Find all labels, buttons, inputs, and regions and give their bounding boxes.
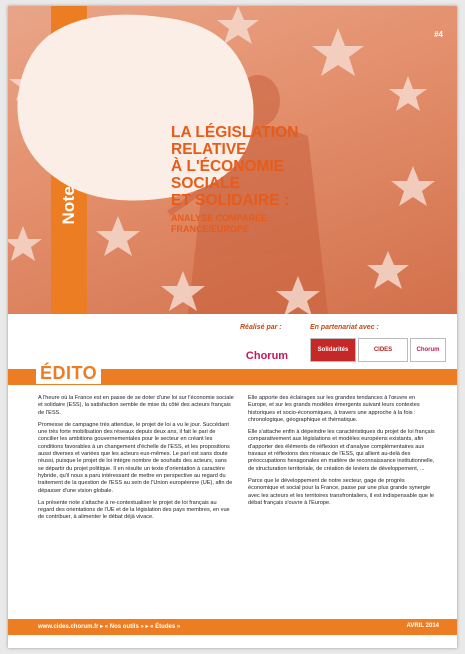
chorum-logo: Chorum xyxy=(245,350,289,362)
edito-paragraph: Elle apporte des éclairages sur les grandes tendances à l'œuvre en Europe, et sur les grands modèles émergents suivant leurs contextes historiques et socio-économiques, à travers une approche à la fois : chronologique, géographique et thématique. xyxy=(248,395,420,423)
footer-bar xyxy=(8,619,457,635)
partner-logo-2: Solidarités xyxy=(310,338,356,362)
cover-image xyxy=(8,6,457,314)
issue-number: #4 xyxy=(434,30,443,39)
footer-link[interactable]: www.cides.chorum.fr ▸ « Nos outils » ▸ « Études » xyxy=(38,624,181,630)
edito-paragraph: A l'heure où la France est en passe de se doter d'une loi sur l'économie sociale et solidaire (ESS), la satisfaction semble de mise du côté des acteurs français de l'ESS. xyxy=(38,395,234,416)
cides-logo: CIDES xyxy=(358,338,408,362)
partner-logo-4: Chorum xyxy=(410,338,446,362)
edito-paragraph: Promesse de campagne très attendue, le projet de loi a vu le jour. Succédant une très forte mobilisation des réseaux depuis deux ans, il fait le pari de concilier les ambitions gouvernementales pour le secteur en créant les conditions favorables à un changement d'échelle de l'ESS, et les propositions aussi diverses et variées que les acteurs eux-mêmes. Le pari est sans doute réussi, puisque le projet de loi intègre nombre de souhaits des acteurs, sans se départir du projet politique. Il en résulte un texte d'orientation à caractère hybride, qu'il nous a paru intéressant de mettre en perspective au regard du traitement de la question de l'ESS au sein de l'Union européenne (UE), afin de dépasser d'une vision globale. xyxy=(38,421,233,494)
edito-heading: ÉDITO xyxy=(36,363,101,384)
partenariat-label: En partenariat avec : xyxy=(310,324,379,331)
edito-column-right xyxy=(248,395,436,512)
cover-subtitle: ANALYSE COMPARÉE FRANCE/EUROPE xyxy=(171,213,268,234)
edito-paragraph: Parce que le développement de notre secteur, gage de progrès économique et social pour la France, passe par une plus grande synergie avec les acteurs et les territoires transfrontaliers, il est indispensable que le débat français s'ouvre à l'Europe. xyxy=(248,477,434,506)
edito-paragraph: La présente note s'attache à re-contextualiser le projet de loi français au regard des orientations de l'UE et de la législation des pays membres, en vue de contribuer, à alimenter le débat déjà vivace. xyxy=(38,499,230,521)
cover-title: LA LÉGISLATION RELATIVE À L'ÉCONOMIE SOCIALE ET SOLIDAIRE : xyxy=(171,124,299,209)
cover-title-block xyxy=(171,124,371,235)
edito-column-left xyxy=(38,395,234,527)
edito-paragraph: Elle s'attache enfin à dépeindre les caractéristiques du projet de loi français comparativement aux législations et modèles européens existants, afin d'apporter des éléments de réflexion et d'analyse complémentaires aux travaux et réflexions des réseaux de l'ESS, qui allient au-delà des préoccupations hexagonales en matière de reconnaissance institutionnelle, de structuration territoriale, de création de leviers de développement, ... xyxy=(248,429,435,472)
footer-date: AVRIL 2014 xyxy=(406,623,439,629)
document-page xyxy=(8,6,457,648)
realise-par-label: Réalisé par : xyxy=(240,324,282,331)
